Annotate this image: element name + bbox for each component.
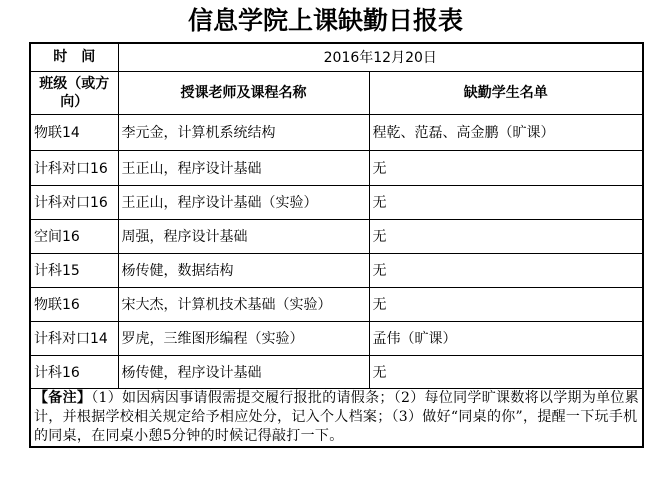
teacher-course-cell: 周强，程序设计基础 <box>118 219 369 253</box>
teacher-course-cell: 杨传健，程序设计基础 <box>118 355 369 388</box>
class-cell: 计科16 <box>30 355 118 388</box>
note-text: （1）如因病因事请假需提交履行报批的请假条；（2）每位同学旷课数将以学期为单位累计，并根据学校相关规定给予相应处分，记入个人档案；（3）做好“同桌的你”，提醒一下玩手机的同桌，在同桌小憩5分钟的时候记得敲打一下。 <box>34 389 640 444</box>
teacher-course-cell: 罗虎，三维图形编程（实验） <box>118 321 369 355</box>
class-cell: 物联14 <box>30 114 118 150</box>
class-cell: 计科对口16 <box>30 185 118 219</box>
class-cell: 计科对口16 <box>30 150 118 185</box>
table-row <box>30 355 643 388</box>
table-row <box>30 185 643 219</box>
absent-cell: 无 <box>369 287 643 321</box>
table-row <box>30 150 643 185</box>
teacher-course-cell: 王正山，程序设计基础（实验） <box>118 185 369 219</box>
teacher-course-cell: 李元金，计算机系统结构 <box>118 114 369 150</box>
column-header-absent: 缺勤学生名单 <box>369 71 643 114</box>
table-row <box>30 219 643 253</box>
absent-cell: 无 <box>369 355 643 388</box>
absent-cell: 无 <box>369 253 643 287</box>
column-header-class: 班级（或方向） <box>30 71 118 114</box>
column-header-row <box>30 71 643 114</box>
class-cell: 物联16 <box>30 287 118 321</box>
absent-cell: 程乾、范磊、高金鹏（旷课） <box>369 114 643 150</box>
table-row <box>30 253 643 287</box>
date-row <box>30 43 643 71</box>
attendance-table <box>29 42 644 448</box>
teacher-course-cell: 宋大杰，计算机技术基础（实验） <box>118 287 369 321</box>
teacher-course-cell: 杨传健，数据结构 <box>118 253 369 287</box>
report-date: 2016年12月20日 <box>118 43 643 71</box>
teacher-course-cell: 王正山，程序设计基础 <box>118 150 369 185</box>
table-row <box>30 114 643 150</box>
table-row <box>30 287 643 321</box>
column-header-teacher: 授课老师及课程名称 <box>118 71 369 114</box>
class-cell: 计科对口14 <box>30 321 118 355</box>
note-label: 【备注】 <box>34 389 92 406</box>
table-row <box>30 321 643 355</box>
absent-cell: 无 <box>369 219 643 253</box>
class-cell: 计科15 <box>30 253 118 287</box>
absent-cell: 无 <box>369 150 643 185</box>
absent-cell: 孟伟（旷课） <box>369 321 643 355</box>
absent-cell: 无 <box>369 185 643 219</box>
report-title: 信息学院上课缺勤日报表 <box>187 6 463 35</box>
note-cell <box>30 388 643 447</box>
note-row <box>30 388 643 447</box>
class-cell: 空间16 <box>30 219 118 253</box>
time-label: 时 间 <box>30 43 118 71</box>
